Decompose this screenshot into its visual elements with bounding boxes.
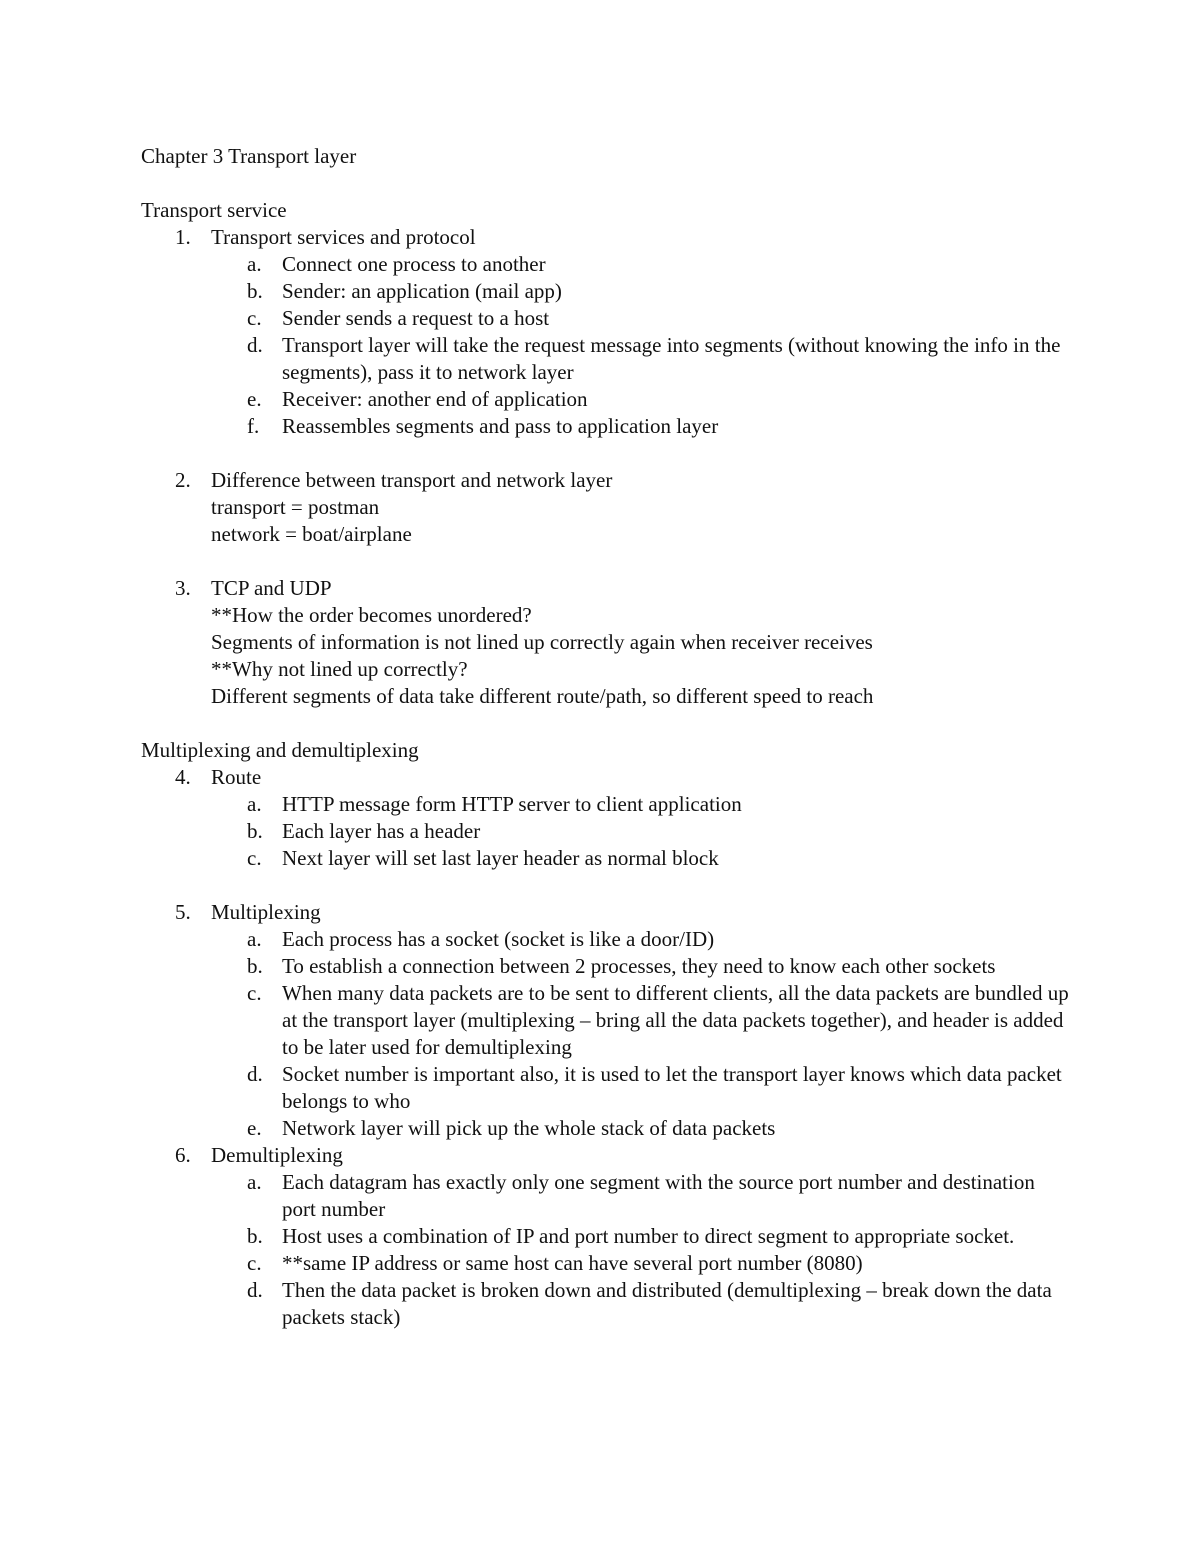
sub-letter: a. (247, 927, 262, 951)
sub-item (141, 845, 1071, 872)
sub-letter: b. (247, 954, 263, 978)
sub-item (141, 791, 1071, 818)
sub-text: To establish a connection between 2 processes, they need to know each other sockets (282, 954, 996, 978)
sub-text: HTTP message form HTTP server to client application (282, 792, 742, 816)
note-line: Different segments of data take different route/path, so different speed to reach (211, 684, 874, 708)
sub-item (141, 386, 1071, 413)
list-item-5 (141, 899, 1071, 926)
document-body (141, 143, 1071, 1331)
sub-item (141, 1061, 1071, 1115)
list-number: 4. (175, 765, 191, 789)
section-heading-transport-service: Transport service (141, 198, 287, 222)
sub-item (141, 413, 1071, 440)
sub-text: Host uses a combination of IP and port number to direct segment to appropriate socket. (282, 1224, 1015, 1248)
sub-letter: a. (247, 792, 262, 816)
sub-text: When many data packets are to be sent to different clients, all the data packets are bundled up at the transport layer (multiplexing – bring all the data packets together), and header is added to be later used for demultiplexing (282, 981, 1069, 1059)
sub-text: Network layer will pick up the whole stack of data packets (282, 1116, 776, 1140)
list-item-3 (141, 575, 1071, 710)
list-number: 6. (175, 1143, 191, 1167)
note-line: transport = postman (211, 495, 380, 519)
sub-letter: b. (247, 819, 263, 843)
note-line: Segments of information is not lined up correctly again when receiver receives (211, 630, 873, 654)
sub-letter: b. (247, 1224, 263, 1248)
sub-text: Next layer will set last layer header as normal block (282, 846, 719, 870)
sub-letter: c. (247, 306, 262, 330)
sub-item (141, 980, 1071, 1061)
sub-letter: c. (247, 981, 262, 1005)
spacer (141, 872, 1071, 899)
list-item-label: Multiplexing (211, 900, 321, 924)
list-item-2 (141, 467, 1071, 548)
sub-letter: d. (247, 1278, 263, 1302)
sub-item (141, 953, 1071, 980)
spacer (141, 710, 1071, 737)
list-item-label: Transport services and protocol (211, 225, 476, 249)
sub-item (141, 278, 1071, 305)
sub-letter: e. (247, 1116, 262, 1140)
note-line: **Why not lined up correctly? (211, 657, 468, 681)
list-item-label: Route (211, 765, 262, 789)
list-item-4 (141, 764, 1071, 791)
sub-text: Sender sends a request to a host (282, 306, 550, 330)
list-number: 1. (175, 225, 191, 249)
sub-item (141, 305, 1071, 332)
list-item-6 (141, 1142, 1071, 1169)
sub-item (141, 1277, 1071, 1331)
sub-letter: e. (247, 387, 262, 411)
sub-item (141, 251, 1071, 278)
sub-text: Sender: an application (mail app) (282, 279, 562, 303)
sub-item (141, 332, 1071, 386)
sub-text: **same IP address or same host can have several port number (8080) (282, 1251, 863, 1275)
list-item-label: TCP and UDP (211, 576, 332, 600)
sub-item (141, 926, 1071, 953)
sub-item (141, 818, 1071, 845)
page-title: Chapter 3 Transport layer (141, 144, 357, 168)
sub-item (141, 1115, 1071, 1142)
sub-text: Socket number is important also, it is used to let the transport layer knows which data packet belongs to who (282, 1062, 1062, 1113)
list-number: 2. (175, 468, 191, 492)
list-number: 3. (175, 576, 191, 600)
note-line: **How the order becomes unordered? (211, 603, 532, 627)
list-item-1 (141, 224, 1071, 251)
spacer (141, 440, 1071, 467)
note-line: network = boat/airplane (211, 522, 412, 546)
sub-letter: d. (247, 1062, 263, 1086)
list-item-label: Demultiplexing (211, 1143, 343, 1167)
sub-item (141, 1223, 1071, 1250)
sub-letter: a. (247, 1170, 262, 1194)
sub-text: Transport layer will take the request message into segments (without knowing the info in the segments), pass it to network layer (282, 333, 1061, 384)
sub-letter: a. (247, 252, 262, 276)
spacer (141, 548, 1071, 575)
sub-letter: f. (247, 414, 260, 438)
sub-text: Then the data packet is broken down and distributed (demultiplexing – break down the data packets stack) (282, 1278, 1052, 1329)
sub-text: Reassembles segments and pass to application layer (282, 414, 719, 438)
sub-item (141, 1250, 1071, 1277)
sub-letter: c. (247, 1251, 262, 1275)
sub-text: Each process has a socket (socket is like a door/ID) (282, 927, 715, 951)
section-heading-multiplexing: Multiplexing and demultiplexing (141, 738, 419, 762)
sub-letter: d. (247, 333, 263, 357)
sub-text: Each layer has a header (282, 819, 481, 843)
sub-letter: b. (247, 279, 263, 303)
list-number: 5. (175, 900, 191, 924)
sub-letter: c. (247, 846, 262, 870)
list-item-label: Difference between transport and network layer (211, 468, 613, 492)
sub-text: Connect one process to another (282, 252, 546, 276)
sub-text: Receiver: another end of application (282, 387, 588, 411)
sub-item (141, 1169, 1071, 1223)
sub-text: Each datagram has exactly only one segment with the source port number and destination port number (282, 1170, 1035, 1221)
